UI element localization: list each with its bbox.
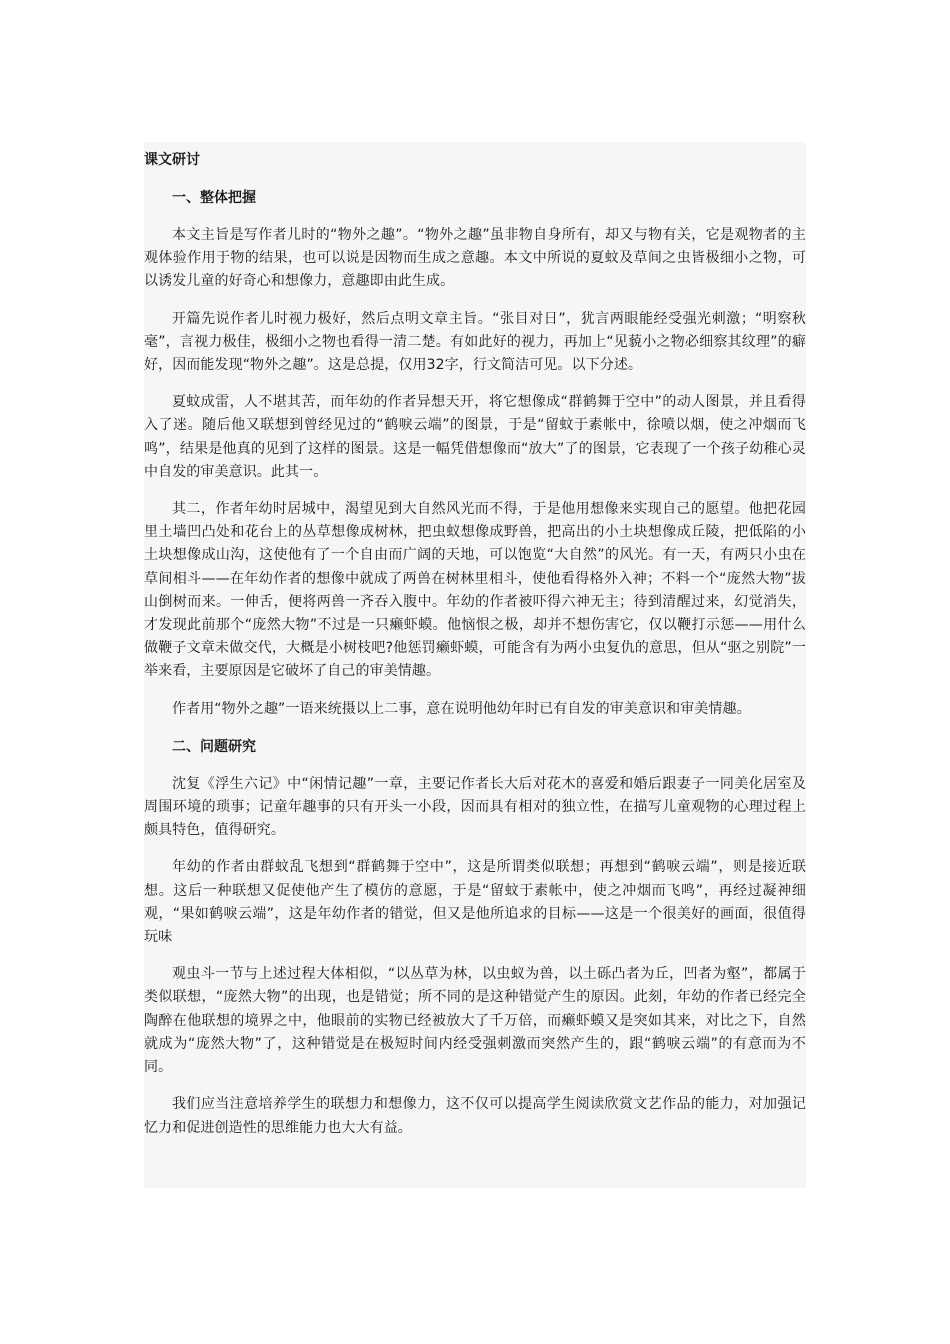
document-body — [144, 142, 806, 1188]
paragraph: 年幼的作者由群蚊乱飞想到“群鹤舞于空中”，这是所谓类似联想；再想到“鹤唳云端”，则是接近联想。这后一种联想又促使他产生了模仿的意愿，于是“留蚊于素帐中，使之冲烟而飞鸣”，再经过凝神细观，“果如鹤唳云端”，这是年幼作者的错觉，但又是他所追求的目标——这是一个很美好的画面，很值得玩味 — [144, 859, 806, 946]
paragraph: 我们应当注意培养学生的联想力和想像力，这不仅可以提高学生阅读欣赏文艺作品的能力，对加强记忆力和促进创造性的思维能力也大大有益。 — [144, 1096, 806, 1136]
paragraph: 沈复《浮生六记》中“闲情记趣”一章，主要记作者长大后对花木的喜爱和婚后跟妻子一同美化居室及周围环境的琐事；记童年趣事的只有开头一小段，因而具有相对的独立性，在描写儿童观物的心理过程上颇具特色，值得研究。 — [144, 775, 806, 839]
paragraph: 本文主旨是写作者儿时的“物外之趣”。“物外之趣”虽非物自身所有，却又与物有关，它是观物者的主观体验作用于物的结果，也可以说是因物而生成之意趣。本文中所说的夏蚊及草间之虫皆极细小之物，可以诱发儿童的好奇心和想像力，意趣即由此生成。 — [144, 227, 806, 290]
section-heading-research: 二、问题研究 — [172, 738, 256, 755]
paragraph: 观虫斗一节与上述过程大体相似，“以丛草为林，以虫蚁为兽，以土砾凸者为丘，凹者为壑”，都属于类似联想，“庞然大物”的出现，也是错觉；所不同的是这种错觉产生的原因。此刻，年幼的作者已经完全陶醉在他联想的境界之中，他眼前的实物已经被放大了千万倍，而癞虾蟆又是突如其来，对比之下，自然就成为“庞然大物”了，这种错觉是在极短时间内经受强刺激而突然产生的，跟“鹤唳云端”的有意而为不同。 — [144, 966, 806, 1076]
document-title: 课文研讨 — [144, 152, 200, 168]
paragraph: 其二，作者年幼时居城中，渴望见到大自然风光而不得，于是他用想像来实现自己的愿望。他把花园里土墙凹凸处和花台上的丛草想像成树林，把虫蚁想像成野兽，把高出的小土块想像成丘陵，把低陷的小土块想像成山沟，这使他有了一个自由而广阔的天地，可以饱览“大自然”的风光。有一天，有两只小虫在草间相斗——在年幼作者的想像中就成了两兽在树林里相斗，使他看得格外入神；不料一个“庞然大物”拔山倒树而来。一伸舌，便将两兽一齐吞入腹中。年幼的作者被吓得六神无主；待到清醒过来，幻觉消失，才发现此前那个“庞然大物”不过是一只癞虾蟆。他恼恨之极，却并不想伤害它，仅以鞭打示惩——用什么做鞭子文章未做交代，大概是小树枝吧?他惩罚癞虾蟆，可能含有为两小虫复仇的意思，但从“驱之别院”一举来看，主要原因是它破坏了自己的审美情趣。 — [144, 501, 806, 680]
section-heading-overall: 一、整体把握 — [172, 190, 256, 206]
paragraph: 作者用“物外之趣”一语来统摄以上二事，意在说明他幼年时已有自发的审美意识和审美情趣。 — [172, 700, 751, 717]
paragraph: 开篇先说作者儿时视力极好，然后点明文章主旨。“张目对日”，犹言两眼能经受强光刺激；“明察秋毫”，言视力极佳，极细小之物也看得一清二楚。有如此好的视力，再加上“见藐小之物必细察其纹理”的癖好，因而能发现“物外之趣”。这是总提，仅用32字，行文简洁可见。以下分述。 — [144, 310, 806, 374]
paragraph: 夏蚊成雷，人不堪其苦，而年幼的作者异想天开，将它想像成“群鹤舞于空中”的动人图景，并且看得入了迷。随后他又联想到曾经见过的“鹤唳云端”的图景，于是“留蚊于素帐中，徐喷以烟，使之冲烟而飞鸣”，结果是他真的见到了这样的图景。这是一幅凭借想像而“放大”了的图景，它表现了一个孩子幼稚心灵中自发的审美意识。此其一。 — [144, 394, 806, 480]
